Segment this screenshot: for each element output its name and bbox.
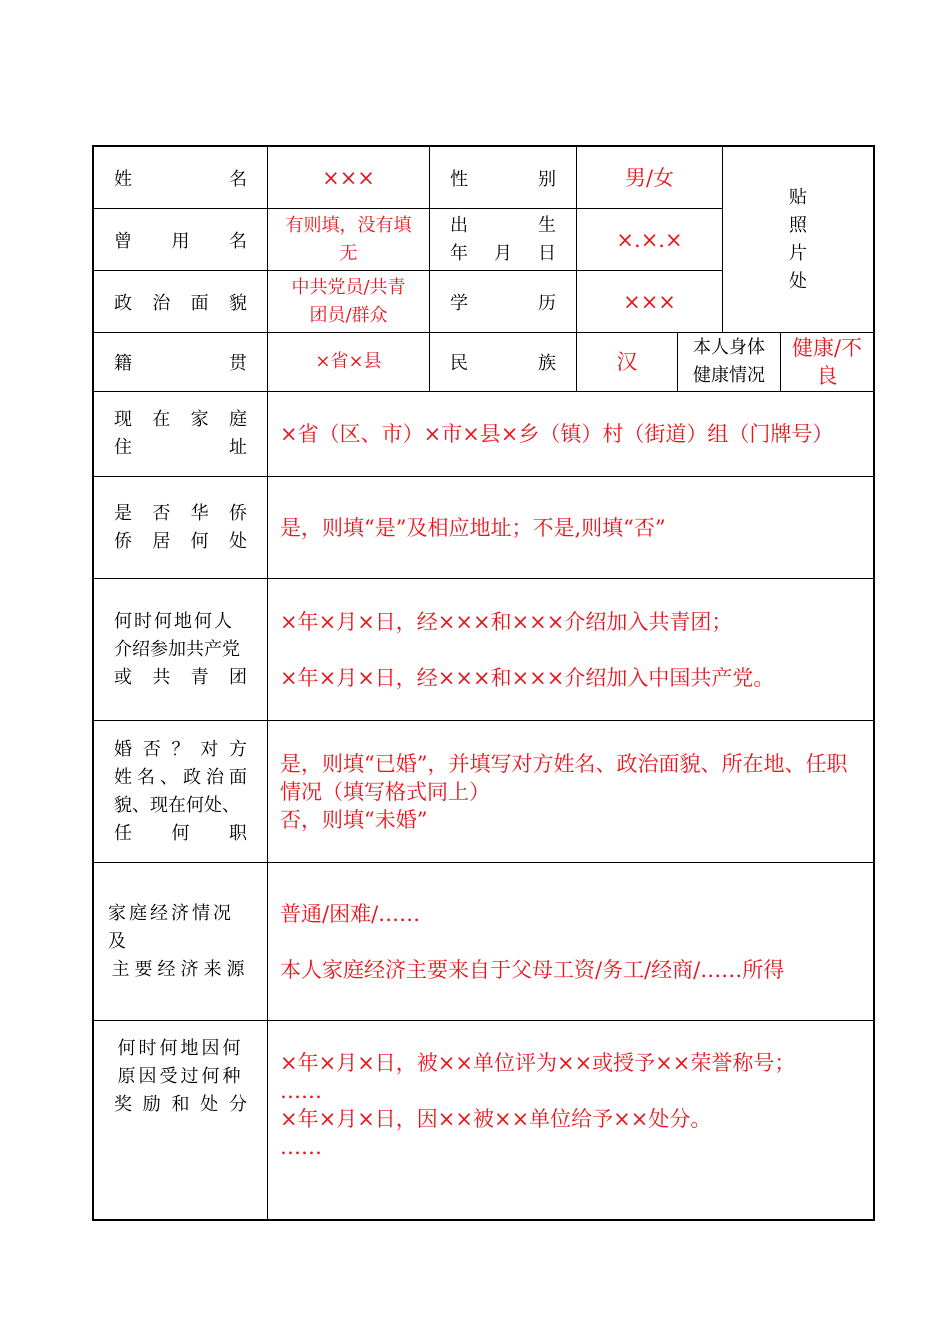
marriage-label: 婚 否 ？ 对 方 姓 名 、 政 治 面 貌、现在何处、 任 何 职 bbox=[114, 738, 247, 844]
education-label: 学 历 bbox=[450, 292, 556, 314]
native-place-label: 籍 贯 bbox=[114, 353, 247, 374]
birth-label: 出 生 年 月 日 bbox=[450, 214, 556, 264]
overseas-label: 是 否 华 侨 侨 居 何 处 bbox=[114, 502, 247, 552]
former-name-label: 曾 用 名 bbox=[114, 230, 247, 252]
former-name-value: 有则填，没有填 无 bbox=[285, 214, 412, 264]
health-label: 本人身体 健康情况 bbox=[693, 337, 765, 386]
marriage-value: 是，则填“已婚”，并填写对方姓名、政治面貌、所在地、任职情况（填写格式同上） 否，则填“未婚” bbox=[280, 751, 848, 832]
gender-value: 男/女 bbox=[624, 165, 675, 190]
photo-placeholder: 贴 照 片 处 bbox=[789, 186, 807, 292]
birth-value: ×.×.× bbox=[616, 227, 683, 252]
registration-form-table bbox=[92, 145, 875, 1221]
name-label: 姓 名 bbox=[114, 168, 247, 190]
native-place-value: ×省×县 bbox=[315, 351, 382, 372]
name-value: ××× bbox=[322, 165, 375, 190]
overseas-value: 是，则填“是”及相应地址；不是,则填“否” bbox=[280, 515, 666, 540]
political-value: 中共党员/共青 团员/群众 bbox=[291, 276, 406, 326]
economy-label: 家庭经济情况及 主要经济来源 bbox=[108, 902, 250, 980]
education-value: ××× bbox=[623, 289, 676, 314]
rewards-label: 何时何地因何 原因受过何种 奖 励 和 处 分 bbox=[114, 1038, 247, 1115]
health-value: 健康/不 良 bbox=[791, 336, 863, 388]
rewards-value: ×年×月×日，被××单位评为××或授予××荣誉称号； …… ×年×月×日，因××被××单位给予××处分。 …… bbox=[280, 1051, 796, 1159]
party-label: 何时何地何人 介绍参加共产党 或 共 青 团 bbox=[114, 610, 247, 688]
ethnicity-value: 汉 bbox=[616, 350, 638, 374]
address-value: ×省（区、市）×市×县×乡（镇）村（街道）组（门牌号） bbox=[280, 422, 834, 446]
party-value: ×年×月×日，经×××和×××介绍加入共青团； ×年×月×日，经×××和×××介绍加入中国共产党。 bbox=[280, 609, 775, 690]
ethnicity-label: 民 族 bbox=[450, 353, 556, 374]
political-label: 政 治 面 貌 bbox=[114, 292, 247, 314]
gender-label: 性 别 bbox=[450, 168, 556, 190]
address-label: 现 在 家 庭 住 址 bbox=[114, 409, 247, 458]
economy-value: 普通/困难/…… 本人家庭经济主要来自于父母工资/务工/经商/……所得 bbox=[280, 901, 785, 982]
